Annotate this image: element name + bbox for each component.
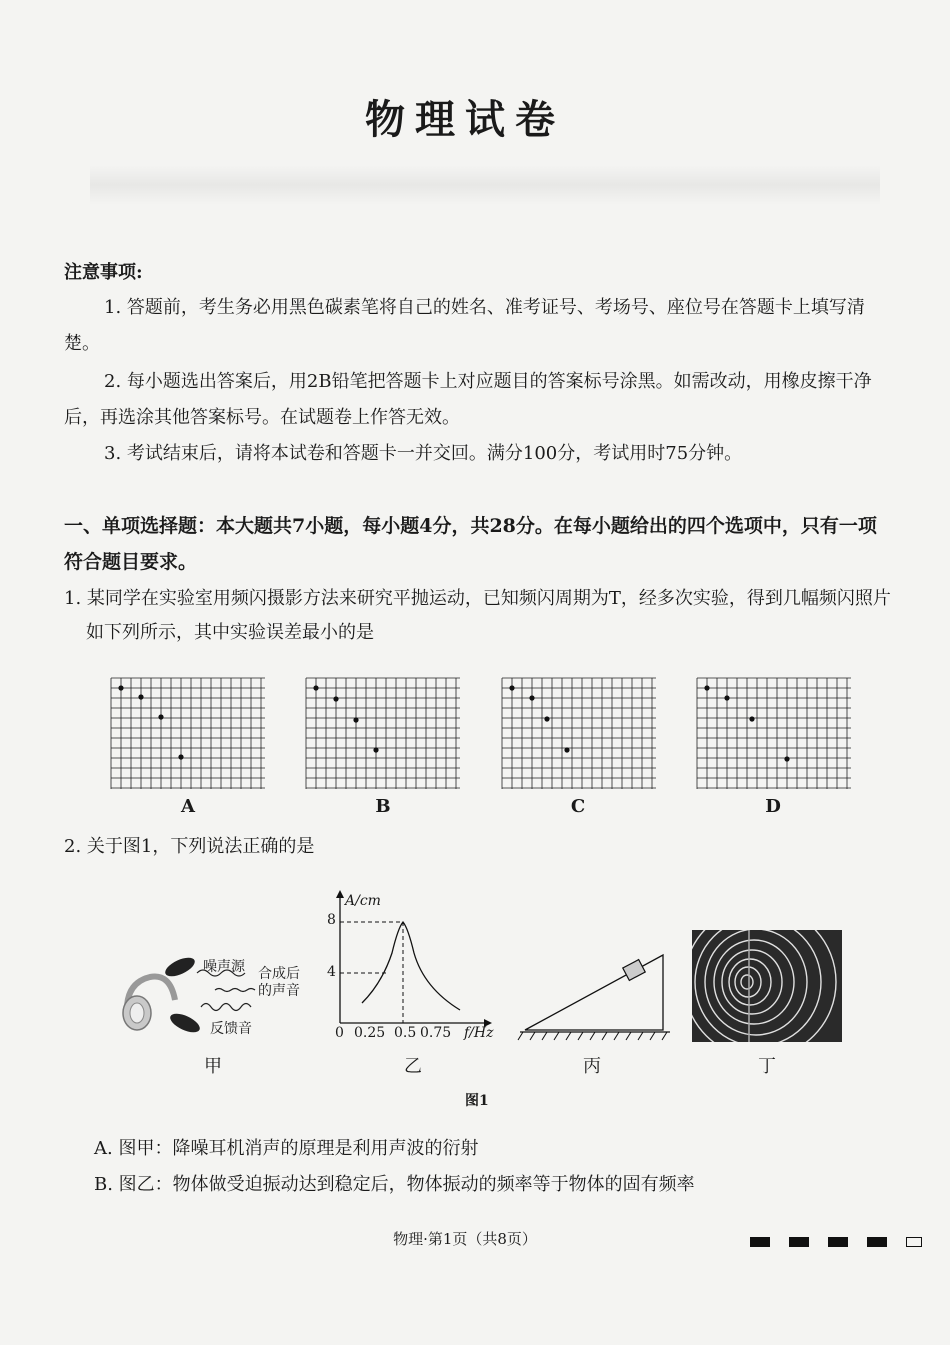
option-c-label: C [570,796,586,817]
notice-item-2: 2. 每小题选出答案后，用2B铅笔把答题卡上对应题目的答案标号涂黑。如需改动，用橡皮擦干净后，再选涂其他答案标号。在试题卷上作答无效。 [64,371,872,428]
combined-sound-line-2: 的声音 [258,983,300,999]
x-axis-label: f/Hz [464,1025,494,1041]
figure-yi-label: 乙 [404,1056,422,1077]
mark-block [789,1237,809,1247]
x-tick-025: 0.25 [354,1025,386,1041]
option-a-label: A [181,796,195,817]
figure-bing-label: 丙 [583,1056,601,1077]
y-axis-label: A/cm [345,893,381,909]
figure-jia-label: 甲 [204,1056,222,1077]
combined-sound-label [258,966,300,1000]
block [623,960,645,981]
figure-caption: 图1 [465,1093,489,1109]
option-b-label: B [375,796,391,817]
option-b-grid [303,677,463,790]
question-2-text: 2. 关于图1，下列说法正确的是 [64,836,315,857]
notice-heading: 注意事项: [64,262,143,283]
option-a-grid [108,677,268,790]
y-tick-8: 8 [327,912,336,928]
combined-sound-line-1: 合成后 [258,966,300,982]
feedback-label: 反馈音 [210,1021,252,1037]
option-c-grid [499,677,659,790]
option-d-label: D [765,796,781,817]
mark-block [750,1237,770,1247]
grid-lines [111,678,265,789]
grid-lines [697,678,851,789]
notice-item-1: 1. 答题前，考生务必用黑色碳素笔将自己的姓名、准考证号、考场号、座位号在答题卡上填写清楚。 [64,297,865,354]
notice-item-3: 3. 考试结束后，请将本试卷和答题卡一并交回。满分100分，考试用时75分钟。 [104,443,743,464]
figure-ding-label: 丁 [758,1056,776,1077]
question-2-option-b: B. 图乙：物体做受迫振动达到稳定后，物体振动的频率等于物体的固有频率 [94,1174,695,1195]
mark-block [867,1237,887,1247]
headphone-icon [123,976,175,1030]
grid-lines [502,678,656,789]
y-tick-4: 4 [327,964,336,980]
mark-block [828,1237,848,1247]
question-1-text: 1. 某同学在实验室用频闪摄影方法来研究平抛运动，已知频闪周期为T，经多次实验，得到几幅频闪照片如下列所示，其中实验误差最小的是 [64,588,891,643]
x-tick-05: 0.5 [394,1025,417,1041]
feedback-speaker-icon [168,1010,203,1036]
grid-lines [306,678,460,789]
figure-ding-wave-photo [692,930,842,1042]
x-tick-075: 0.75 [420,1025,452,1041]
figure-bing-incline [515,950,675,1042]
figure-yi-resonance-graph [320,888,500,1048]
page-footer: 物理·第1页（共8页） [393,1230,537,1248]
section-heading: 一、单项选择题：本大题共7小题，每小题4分，共28分。在每小题给出的四个选项中，只有一项符合题目要求。 [64,515,877,573]
mark-block-open [906,1237,922,1247]
x-tick-0: 0 [335,1025,344,1041]
question-2-option-a: A. 图甲：降噪耳机消声的原理是利用声波的衍射 [94,1138,479,1159]
corner-marks [750,1232,922,1251]
page-title: 物理试卷 [365,96,565,143]
option-d-grid [694,677,854,790]
noise-source-label: 噪声源 [203,959,245,975]
scan-smudge [90,165,880,205]
resonance-curve [362,922,460,1010]
noise-speaker-icon [163,954,198,980]
